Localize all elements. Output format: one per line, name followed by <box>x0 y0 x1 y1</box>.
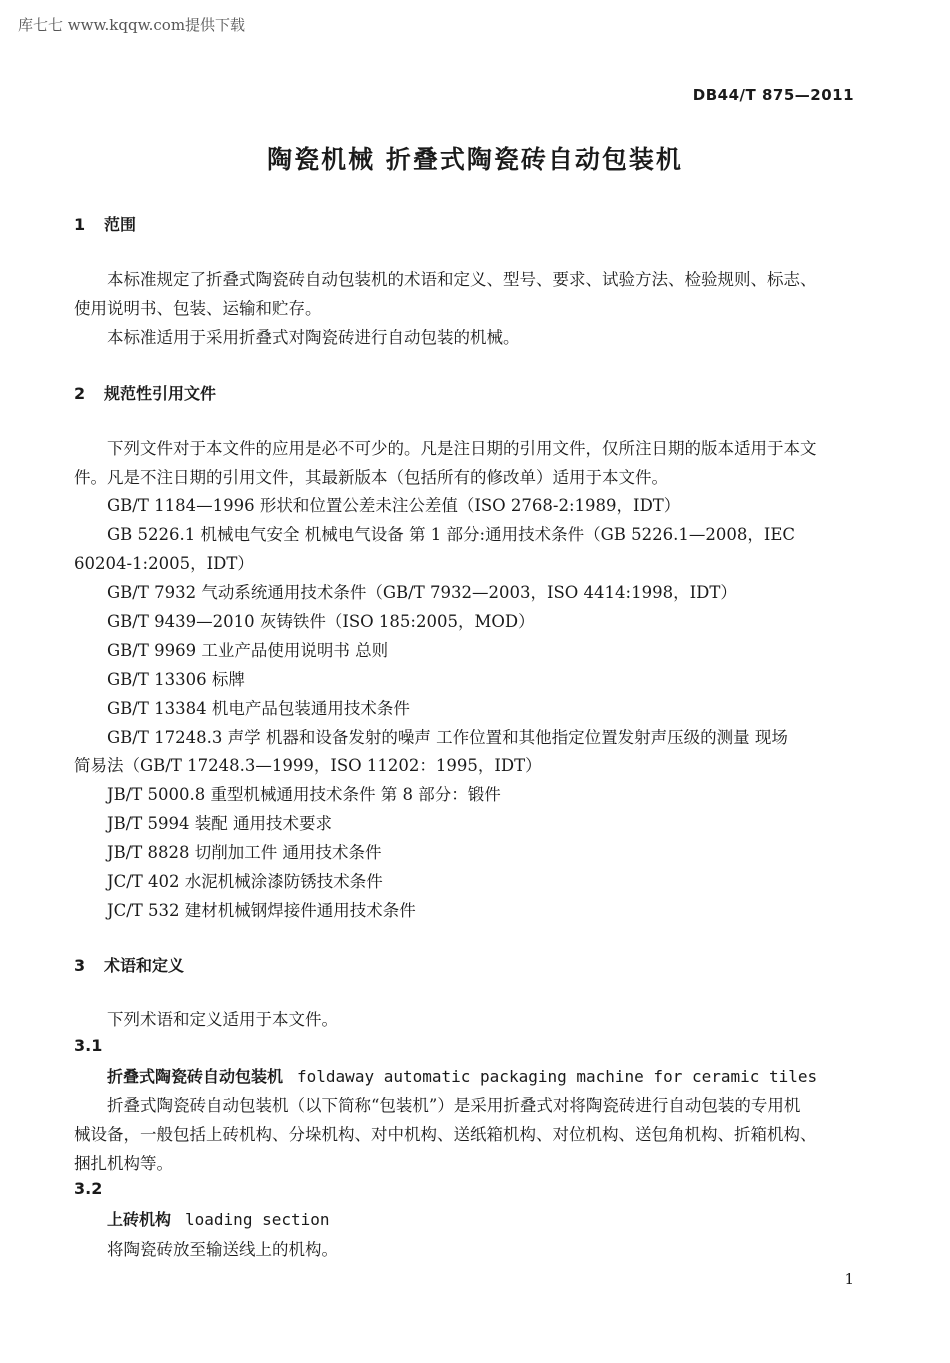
reference-item: GB 5226.1 机械电气安全 机械电气设备 第 1 部分:通用技术条件（GB 5226.1—2008，IEC <box>107 525 796 544</box>
definition-line: 折叠式陶瓷砖自动包装机（以下简称“包装机”）是采用折叠式对将陶瓷砖进行自动包装的专用机 <box>107 1096 801 1115</box>
section-title: 规范性引用文件 <box>104 384 217 403</box>
term-english: foldaway automatic packaging machine for ceramic tiles <box>297 1067 818 1086</box>
definition-line: 将陶瓷砖放至输送线上的机构。 <box>107 1240 338 1259</box>
reference-item: GB/T 17248.3 声学 机器和设备发射的噪声 工作位置和其他指定位置发射声压级的测量 现场 <box>107 728 788 747</box>
reference-item: GB/T 7932 气动系统通用技术条件（GB/T 7932—2003，ISO 4414:1998，IDT） <box>107 583 737 602</box>
reference-item: JB/T 8828 切削加工件 通用技术条件 <box>107 843 382 862</box>
paragraph-line: 本标准规定了折叠式陶瓷砖自动包装机的术语和定义、型号、要求、试验方法、检验规则、标志、 <box>107 270 817 289</box>
paragraph-line: 件。凡是不注日期的引用文件，其最新版本（包括所有的修改单）适用于本文件。 <box>74 468 668 487</box>
section-1-heading <box>74 212 136 235</box>
section-number: 1 <box>74 215 86 234</box>
term-english: loading section <box>185 1210 330 1229</box>
term-chinese: 上砖机构 <box>107 1210 172 1229</box>
section-title: 术语和定义 <box>104 956 185 975</box>
reference-item: JC/T 402 水泥机械涂漆防锈技术条件 <box>107 872 383 891</box>
watermark-text: 库七七 www.kqqw.com提供下载 <box>18 16 246 34</box>
reference-item: JB/T 5000.8 重型机械通用技术条件 第 8 部分：锻件 <box>107 785 501 804</box>
section-number: 2 <box>74 384 86 403</box>
section-2-heading <box>74 381 216 404</box>
paragraph-line: 下列文件对于本文件的应用是必不可少的。凡是注日期的引用文件，仅所注日期的版本适用于本文 <box>107 439 817 458</box>
reference-item: 60204-1:2005，IDT） <box>74 554 254 573</box>
reference-item: GB/T 13306 标牌 <box>107 670 245 689</box>
definition-line: 捆扎机构等。 <box>74 1154 173 1173</box>
section-number: 3 <box>74 956 86 975</box>
document-number: DB44/T 875—2011 <box>692 86 854 104</box>
reference-item: GB/T 1184—1996 形状和位置公差未注公差值（ISO 2768-2:1989，IDT） <box>107 496 681 515</box>
section-title: 范围 <box>104 215 137 234</box>
reference-item: JB/T 5994 装配 通用技术要求 <box>107 814 333 833</box>
page-number: 1 <box>844 1270 854 1288</box>
reference-item: GB/T 13384 机电产品包装通用技术条件 <box>107 699 410 718</box>
reference-item: 简易法（GB/T 17248.3—1999，ISO 11202：1995，IDT） <box>74 756 542 775</box>
definition-line: 械设备，一般包括上砖机构、分垛机构、对中机构、送纸箱机构、对位机构、送包角机构、折箱机构、 <box>74 1125 817 1144</box>
term-chinese: 折叠式陶瓷砖自动包装机 <box>107 1067 284 1086</box>
paragraph-line: 本标准适用于采用折叠式对陶瓷砖进行自动包装的机械。 <box>107 328 520 347</box>
reference-item: GB/T 9969 工业产品使用说明书 总则 <box>107 641 389 660</box>
section-3-heading <box>74 953 184 976</box>
term-entry <box>107 1064 817 1087</box>
page-title: 陶瓷机械 折叠式陶瓷砖自动包装机 <box>267 145 683 174</box>
reference-item: JC/T 532 建材机械钢焊接件通用技术条件 <box>107 901 416 920</box>
term-number: 3.2 <box>74 1179 103 1198</box>
term-entry <box>107 1207 330 1230</box>
paragraph-line: 使用说明书、包装、运输和贮存。 <box>74 299 322 318</box>
reference-item: GB/T 9439—2010 灰铸铁件（ISO 185:2005，MOD） <box>107 612 535 631</box>
term-number: 3.1 <box>74 1036 103 1055</box>
paragraph-line: 下列术语和定义适用于本文件。 <box>107 1010 338 1029</box>
